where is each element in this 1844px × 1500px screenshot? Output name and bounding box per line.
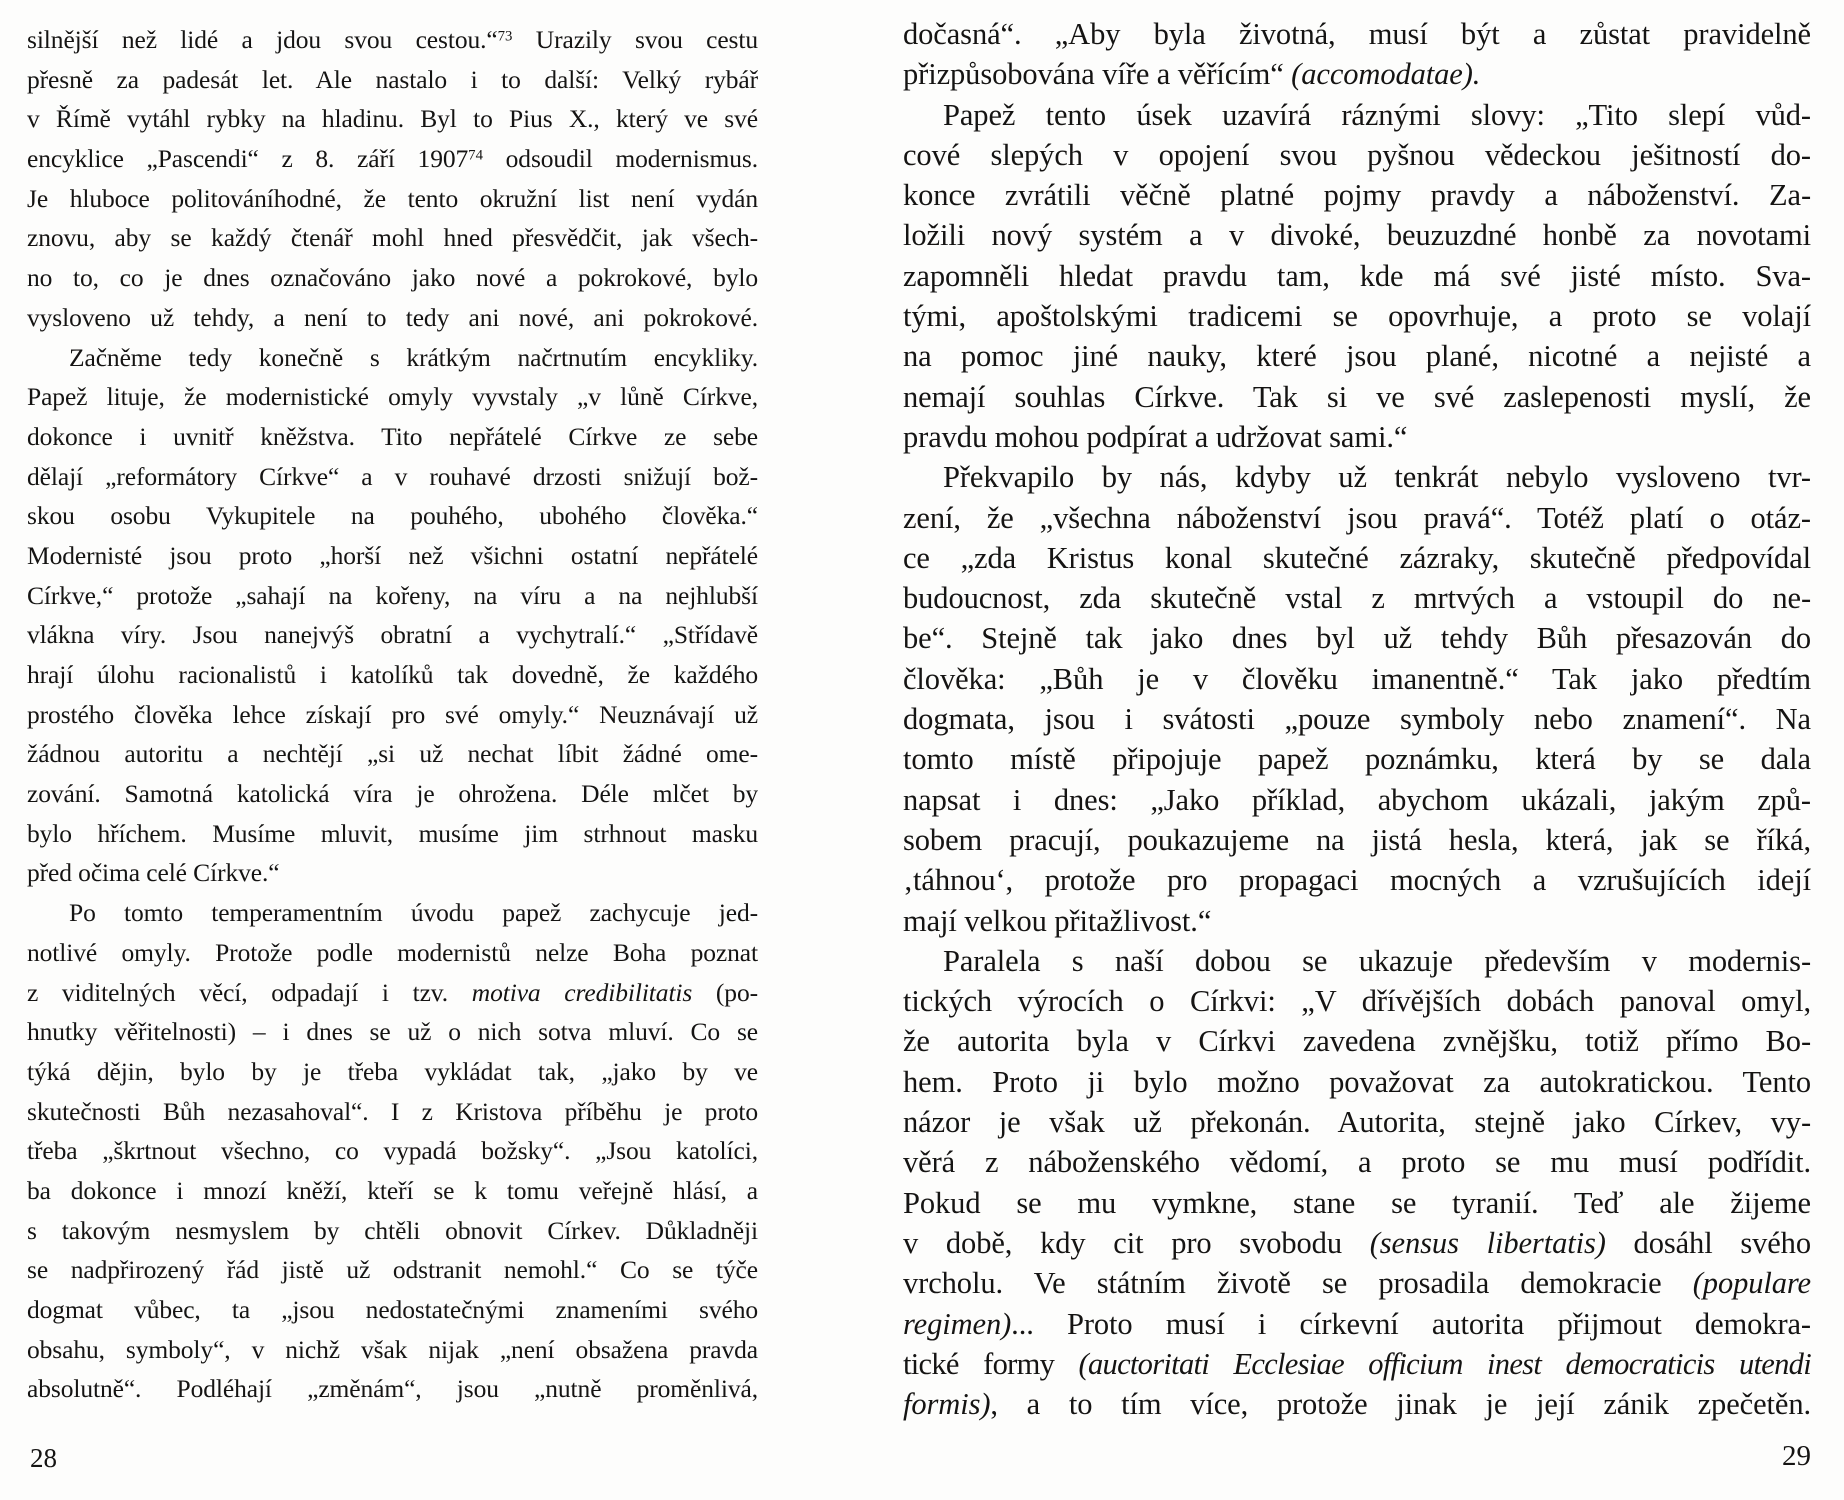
text-run: ‚táhnou‘, protože pro propagaci mocných a vzrušujících idejí <box>903 863 1811 898</box>
text-run: člověka: „Bůh je v člověku imanentně.“ Tak jako předtím <box>903 661 1811 696</box>
text-line <box>903 336 1811 376</box>
text-line <box>903 377 1811 417</box>
text-line <box>27 417 758 457</box>
text-run: přizpůsobována víře a věřícím“ <box>903 57 1292 92</box>
text-run: sobem pracují, poukazujeme na jistá hesla, která, jak se říká, <box>903 822 1811 857</box>
text-line <box>27 814 758 854</box>
text-line <box>903 860 1811 900</box>
text-line <box>27 258 758 298</box>
text-line <box>27 1290 758 1330</box>
footnote-reference: 74 <box>468 147 483 164</box>
text-run: , a to tím více, protože jinak je její zánik zpečetěn. <box>990 1387 1811 1422</box>
text-run: encyklice „Pascendi“ z 8. září 1907 <box>27 144 469 174</box>
latin-phrase-italic: motiva credibilitatis <box>471 977 693 1007</box>
text-run: vysloveno už tehdy, a není to tedy ani nové, ani pokrokové. <box>27 302 758 332</box>
text-line <box>27 774 758 814</box>
text-run: přesně za padesát let. Ale nastalo i to další: Velký rybář <box>27 64 758 94</box>
text-line <box>27 60 758 100</box>
text-line <box>903 739 1811 779</box>
text-line <box>903 14 1811 54</box>
text-run: znovu, aby se každý čtenář mohl hned přesvědčit, jak všech- <box>27 223 758 253</box>
text-run: cové slepých v opojení svou pyšnou vědeckou ješitností do- <box>903 137 1811 172</box>
text-run: hnutky věřitelnosti) – i dnes se už o nich sotva mluví. Co se <box>27 1017 758 1047</box>
text-run: prostého člověka lehce získají pro své omyly.“ Neuznávají už <box>27 699 758 729</box>
text-line <box>27 536 758 576</box>
text-line <box>27 853 758 893</box>
text-run: (po- <box>692 977 758 1007</box>
text-line <box>27 298 758 338</box>
text-run: absolutně“. Podléhají „změnám“, jsou „nutně proměnlivá, <box>27 1374 758 1404</box>
text-line <box>903 1304 1811 1344</box>
text-run: Modernisté jsou proto „horší než všichni ostatní nepřátelé <box>27 540 758 570</box>
text-line <box>903 699 1811 739</box>
latin-phrase-italic: (accomodatae). <box>1291 57 1481 92</box>
text-line <box>903 1142 1811 1182</box>
text-run: v době, kdy cit pro svobodu <box>903 1225 1370 1260</box>
text-line <box>903 659 1811 699</box>
text-line <box>903 1183 1811 1223</box>
text-line <box>903 1102 1811 1142</box>
text-line <box>903 780 1811 820</box>
text-line <box>903 941 1811 981</box>
text-run: ... Proto musí i církevní autorita přijmout demokra- <box>1011 1306 1811 1341</box>
text-run: tými, apoštolskými tradicemi se opovrhuje, a proto se volají <box>903 299 1811 334</box>
text-line <box>903 175 1811 215</box>
text-run: Začněme tedy konečně s krátkým načrtnutím encykliky. <box>69 342 758 372</box>
text-run: dosáhl svého <box>1605 1225 1811 1260</box>
text-line <box>27 973 758 1013</box>
page-number-right: 29 <box>1782 1440 1811 1472</box>
text-run: na pomoc jiné nauky, které jsou plané, nicotné a nejisté a <box>903 339 1811 374</box>
text-run: se nadpřirozený řád jistě už odstranit nemohl.“ Co se týče <box>27 1255 758 1285</box>
text-run: be“. Stejně tak jako dnes byl už tehdy Bůh přesazován do <box>903 621 1811 656</box>
page-left-text-column <box>27 20 758 1409</box>
text-run: vrcholu. Ve státním životě se prosadila demokracie <box>903 1266 1693 1301</box>
text-run: Urazily svou cestu <box>512 25 758 54</box>
text-run: před očima celé Církve.“ <box>27 858 280 888</box>
text-line <box>903 1384 1811 1424</box>
text-run: dogmat vůbec, ta „jsou nedostatečnými znameními svého <box>27 1295 758 1324</box>
text-run: Papež tento úsek uzavírá ráznými slovy: „Tito slepí vůd- <box>943 97 1811 132</box>
text-run: ložili nový systém a v divoké, beuzuzdné honbě za novotami <box>903 218 1811 253</box>
text-run: Papež lituje, že modernistické omyly vyvstaly „v lůně Církve, <box>27 382 758 412</box>
text-run: tických výrocích o Církvi: „V dřívějších dobách panoval omyl, <box>903 984 1811 1019</box>
text-line <box>27 893 758 933</box>
text-line <box>27 655 758 695</box>
footnote-reference: 73 <box>497 28 513 45</box>
text-line <box>903 538 1811 578</box>
text-line <box>903 296 1811 336</box>
text-run: napsat i dnes: „Jako příklad, abychom ukázali, jakým způ- <box>903 782 1811 817</box>
text-run: vlákna víry. Jsou nanejvýš obratní a vychytralí.“ „Střídavě <box>27 620 758 650</box>
text-run: hrají úlohu racionalistů i katolíků tak dovedně, že každého <box>27 660 758 689</box>
text-run: ce „zda Kristus konal skutečné zázraky, skutečně předpovídal <box>903 540 1811 575</box>
text-run: ba dokonce i mnozí kněží, kteří se k tomu veřejně hlásí, a <box>27 1175 758 1205</box>
page-right-text-column <box>903 14 1811 1424</box>
text-line <box>27 1092 758 1132</box>
latin-phrase-italic: regimen) <box>903 1306 1012 1341</box>
text-run: dogmata, jsou i svátosti „pouze symboly nebo znamení“. Na <box>903 702 1811 737</box>
text-run: Je hluboce politováníhodné, že tento okružní list není vydán <box>27 183 758 213</box>
text-line <box>27 1131 758 1171</box>
text-run: skutečnosti Bůh nezasahoval“. I z Kristova příběhu je proto <box>27 1096 758 1126</box>
text-line <box>903 1062 1811 1102</box>
text-line <box>27 1369 758 1409</box>
text-line <box>903 578 1811 618</box>
text-run: zování. Samotná katolická víra je ohrožena. Déle mlčet by <box>27 779 758 809</box>
text-line <box>27 218 758 258</box>
text-run: silnější než lidé a jdou svou cestou.“ <box>27 25 498 54</box>
latin-phrase-italic: formis) <box>903 1387 991 1422</box>
text-run: hem. Proto ji bylo možno považovat za autokratickou. Tento <box>903 1064 1811 1099</box>
text-run: nemají souhlas Církve. Tak si ve své zaslepenosti myslí, že <box>903 379 1811 414</box>
text-line <box>903 901 1811 941</box>
text-run: Pokud se mu vymkne, stane se tyranií. Teď ale žijeme <box>903 1185 1811 1220</box>
text-run: věrá z náboženského vědomí, a proto se mu musí podřídit. <box>903 1145 1811 1180</box>
text-line <box>27 20 758 60</box>
page-number-left: 28 <box>30 1443 57 1473</box>
text-line <box>903 498 1811 538</box>
latin-phrase-italic: (populare <box>1692 1266 1811 1301</box>
text-line <box>903 417 1811 457</box>
text-run: obsahu, symboly“, v nichž však nijak „není obsažena pravda <box>27 1334 758 1364</box>
text-line <box>27 734 758 774</box>
text-run: Paralela s naší dobou se ukazuje především v modernis- <box>943 943 1811 978</box>
text-line <box>903 135 1811 175</box>
text-line <box>27 457 758 497</box>
text-line <box>903 1263 1811 1303</box>
text-run: pravdu mohou podpírat a udržovat sami.“ <box>903 419 1408 454</box>
text-line <box>903 820 1811 860</box>
text-line <box>903 54 1811 94</box>
text-run: konce zvrátili věčně platné pojmy pravdy a náboženství. Za- <box>903 178 1811 213</box>
text-line <box>903 981 1811 1021</box>
text-run: názor je však už překonán. Autorita, stejně jako Církev, vy- <box>903 1105 1811 1140</box>
text-line <box>903 1223 1811 1263</box>
text-line <box>27 933 758 973</box>
text-line <box>27 695 758 735</box>
text-line <box>27 139 758 179</box>
text-run: no to, co je dnes označováno jako nové a pokrokové, bylo <box>27 263 758 293</box>
text-line <box>27 1250 758 1290</box>
text-run: dokonce i uvnitř kněžstva. Tito nepřátelé Církve ze sebe <box>27 421 758 451</box>
text-line <box>27 1052 758 1092</box>
text-run: v Římě vytáhl rybky na hladinu. Byl to Pius X., který ve své <box>27 104 758 134</box>
text-run: dělají „reformátory Církve“ a v rouhavé drzosti snižují bož- <box>27 461 758 491</box>
text-run: zapomněli hledat pravdu tam, kde má své jisté místo. Sva- <box>903 258 1811 293</box>
text-run: týká dějin, bylo by je třeba vykládat tak, „jako by ve <box>27 1056 758 1086</box>
text-run: mají velkou přitažlivost.“ <box>903 903 1212 938</box>
text-line <box>903 1021 1811 1061</box>
text-run: žádnou autoritu a nechtějí „si už nechat líbit žádné ome- <box>27 739 758 769</box>
text-run: dočasná“. „Aby byla životná, musí být a zůstat pravidelně <box>903 17 1811 51</box>
text-run: s takovým nesmyslem by chtěli obnovit Církev. Důkladněji <box>27 1215 758 1245</box>
text-run: skou osobu Vykupitele na pouhého, ubohého člověka.“ <box>27 501 758 531</box>
text-line <box>903 256 1811 296</box>
text-run: Překvapilo by nás, kdyby už tenkrát nebylo vysloveno tvr- <box>943 460 1811 495</box>
text-run: zení, že „všechna náboženství jsou pravá“. Totéž platí o otáz- <box>903 500 1811 535</box>
text-line <box>27 615 758 655</box>
text-run: odsoudil modernismus. <box>482 144 758 174</box>
text-run: Církve,“ protože „sahají na kořeny, na víru a na nejhlubší <box>27 580 758 610</box>
text-line <box>27 377 758 417</box>
text-run: bylo hříchem. Musíme mluvit, musíme jim strhnout masku <box>27 818 758 848</box>
text-line <box>903 1344 1811 1384</box>
text-line <box>27 338 758 378</box>
text-line <box>27 99 758 139</box>
text-line <box>27 496 758 536</box>
text-line <box>903 95 1811 135</box>
text-line <box>903 215 1811 255</box>
text-line <box>903 457 1811 497</box>
text-run: tické formy <box>903 1346 1079 1381</box>
text-line <box>27 1171 758 1211</box>
text-run: budoucnost, zda skutečně vstal z mrtvých a vstoupil do ne- <box>903 581 1811 616</box>
text-line <box>27 1211 758 1251</box>
text-run: z viditelných věcí, odpadají i tzv. <box>27 977 472 1007</box>
text-run: třeba „škrtnout všechno, co vypadá božsky“. „Jsou katolíci, <box>27 1136 758 1166</box>
text-run: že autorita byla v Církvi zavedena zvnějšku, totiž přímo Bo- <box>903 1024 1811 1059</box>
text-line <box>27 179 758 219</box>
text-line <box>903 618 1811 658</box>
text-run: notlivé omyly. Protože podle modernistů nelze Boha poznat <box>27 937 758 967</box>
text-run: Po tomto temperamentním úvodu papež zachycuje jed- <box>69 898 758 928</box>
text-line <box>27 1330 758 1370</box>
latin-phrase-italic: (auctoritati Ecclesiae officium inest democraticis utendi <box>1078 1346 1811 1381</box>
text-line <box>27 1012 758 1052</box>
latin-phrase-italic: (sensus libertatis) <box>1369 1225 1606 1260</box>
text-line <box>27 576 758 616</box>
text-run: tomto místě připojuje papež poznámku, která by se dala <box>903 742 1811 777</box>
